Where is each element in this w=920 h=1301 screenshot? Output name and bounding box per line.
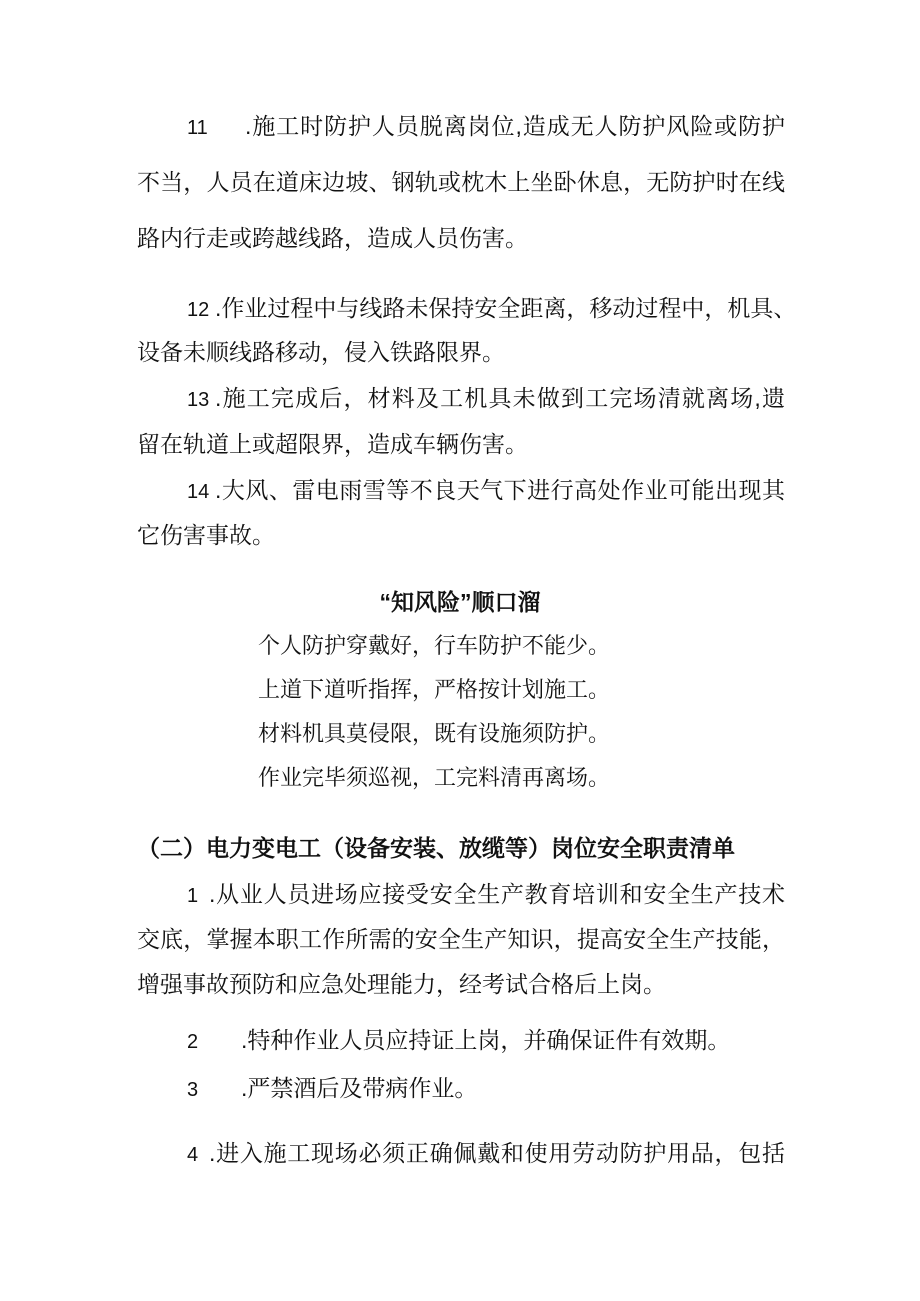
item-number: 11	[187, 117, 208, 139]
rhyme-title: “知风险”顺口溜	[379, 589, 541, 615]
paragraph-line: 路内行走或跨越线路，造成人员伤害。	[137, 225, 528, 251]
item-number: 12	[187, 299, 210, 321]
paragraph-line: 交底，掌握本职工作所需的安全生产知识，提高安全生产技能，	[137, 926, 785, 952]
line-text: .施工完成后，材料及工机具未做到工完场清就离场,遗	[215, 385, 785, 411]
line-text: .从业人员进场应接受安全生产教育培训和安全生产技术	[209, 881, 785, 907]
item-number: 13	[187, 389, 210, 411]
rhyme-line: 个人防护穿戴好，行车防护不能少。	[258, 633, 611, 658]
paragraph-line: 增强事故预防和应急处理能力，经考试合格后上岗。	[137, 971, 666, 997]
paragraph-line	[137, 294, 797, 324]
line-text: .施工时防护人员脱离岗位,造成无人防护风险或防护	[245, 113, 785, 139]
paragraph-line	[137, 384, 785, 414]
line-text: .作业过程中与线路未保持安全距离，移动过程中，机具、	[215, 295, 797, 321]
paragraph-line: 它伤害事故。	[137, 522, 275, 548]
rhyme-line: 材料机具莫侵限，既有设施须防护。	[258, 721, 611, 746]
line-text: .特种作业人员应持证上岗，并确保证件有效期。	[241, 1027, 731, 1053]
item-number: 14	[187, 481, 210, 503]
line-text: .大风、雷电雨雪等不良天气下进行高处作业可能出现其	[215, 477, 785, 503]
paragraph-line: 留在轨道上或超限界，造成车辆伤害。	[137, 431, 528, 457]
item-number: 1	[187, 885, 199, 907]
item-number: 3	[187, 1079, 199, 1101]
paragraph-line	[137, 112, 785, 142]
paragraph-line: 不当，人员在道床边坡、钢轨或枕木上坐卧休息，无防护时在线	[137, 169, 785, 195]
rhyme-line: 上道下道听指挥，严格按计划施工。	[258, 677, 611, 702]
item-number: 4	[187, 1144, 199, 1166]
paragraph-line	[137, 476, 785, 506]
line-text: .严禁酒后及带病作业。	[241, 1075, 478, 1101]
section-heading: （二）电力变电工（设备安装、放缆等）岗位安全职责清单	[137, 835, 735, 861]
paragraph-line: 设备未顺线路移动，侵入铁路限界。	[137, 339, 505, 365]
paragraph-line	[137, 880, 785, 910]
item-number: 2	[187, 1031, 199, 1053]
rhyme-line: 作业完毕须巡视，工完料清再离场。	[258, 765, 611, 790]
paragraph-line	[137, 1074, 785, 1104]
paragraph-line	[137, 1139, 785, 1169]
paragraph-line	[137, 1026, 785, 1056]
line-text: .进入施工现场必须正确佩戴和使用劳动防护用品，包括	[209, 1140, 785, 1166]
